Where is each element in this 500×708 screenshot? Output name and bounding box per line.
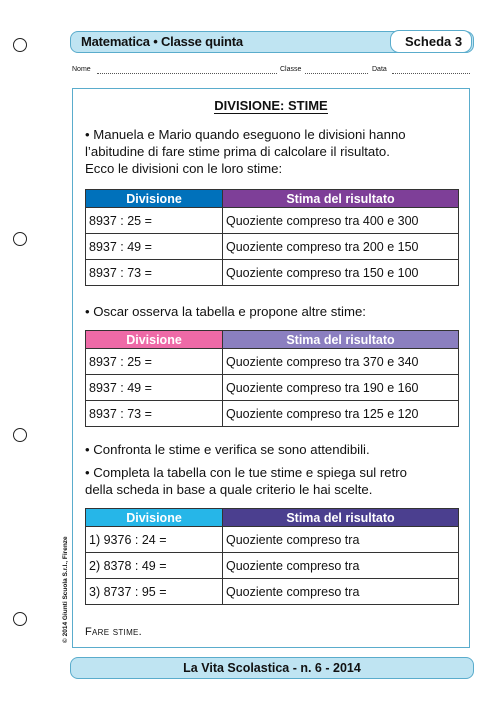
table-row: 8937 : 73 = Quoziente compreso tra 150 e 100 — [86, 260, 459, 286]
table2-header-divisione: Divisione — [86, 331, 223, 349]
table-row[interactable]: 2) 8378 : 49 = Quoziente compreso tra — [86, 553, 459, 579]
name-fields-row — [72, 66, 472, 78]
table-stime-manuela-mario — [85, 189, 459, 286]
data-label: Data — [372, 66, 387, 73]
binder-hole-1 — [13, 38, 27, 52]
table-row: 8937 : 25 = Quoziente compreso tra 400 e 300 — [86, 208, 459, 234]
table-row: 8937 : 25 = Quoziente compreso tra 370 e 340 — [86, 349, 459, 375]
footer-bar — [70, 657, 474, 679]
table-row: 8937 : 49 = Quoziente compreso tra 200 e 150 — [86, 234, 459, 260]
table3-header-divisione: Divisione — [86, 509, 223, 527]
completa-paragraph: • Completa la tabella con le tue stime e spiega sul retro della scheda in base a quale criterio le hai scelte. — [85, 465, 408, 497]
data-field[interactable] — [392, 72, 470, 74]
footer-note: Fare stime. — [85, 626, 143, 638]
copyright-text: © 2014 Giunti Scuola S.r.l., Firenze — [62, 536, 69, 643]
table-row: 8937 : 49 = Quoziente compreso tra 190 e 160 — [86, 375, 459, 401]
binder-hole-3 — [13, 428, 27, 442]
worksheet-title: DIVISIONE: STIME — [214, 98, 328, 113]
binder-hole-4 — [13, 612, 27, 626]
table3-header-stima: Stima del risultato — [223, 509, 459, 527]
intro-paragraph: • Manuela e Mario quando eseguono le divisioni hanno l’abitudine di fare stime prima di calcolare il risultato. Ecco le divisioni con le loro stime: — [85, 127, 406, 176]
worksheet-frame — [72, 88, 470, 648]
table1-header-stima: Stima del risultato — [223, 190, 459, 208]
scheda-badge — [390, 30, 472, 53]
classe-label: Classe — [280, 66, 302, 73]
table-stime-oscar — [85, 330, 459, 427]
table-row[interactable]: 3) 8737 : 95 = Quoziente compreso tra — [86, 579, 459, 605]
nome-label: Nome — [72, 66, 91, 73]
table-row: 8937 : 73 = Quoziente compreso tra 125 e 120 — [86, 401, 459, 427]
table-row[interactable]: 1) 9376 : 24 = Quoziente compreso tra — [86, 527, 459, 553]
oscar-paragraph: • Oscar osserva la tabella e propone altre stime: — [85, 304, 366, 319]
binder-hole-2 — [13, 232, 27, 246]
confronta-paragraph: • Confronta le stime e verifica se sono attendibili. — [85, 442, 370, 457]
table-stime-da-completare — [85, 508, 459, 605]
table2-header-stima: Stima del risultato — [223, 331, 459, 349]
footer-publication: La Vita Scolastica - n. 6 - 2014 — [183, 661, 361, 675]
table1-header-divisione: Divisione — [86, 190, 223, 208]
subject-title: Matematica • Classe quinta — [81, 34, 243, 49]
nome-field[interactable] — [97, 72, 277, 74]
classe-field[interactable] — [305, 72, 368, 74]
scheda-label: Scheda 3 — [405, 34, 463, 49]
